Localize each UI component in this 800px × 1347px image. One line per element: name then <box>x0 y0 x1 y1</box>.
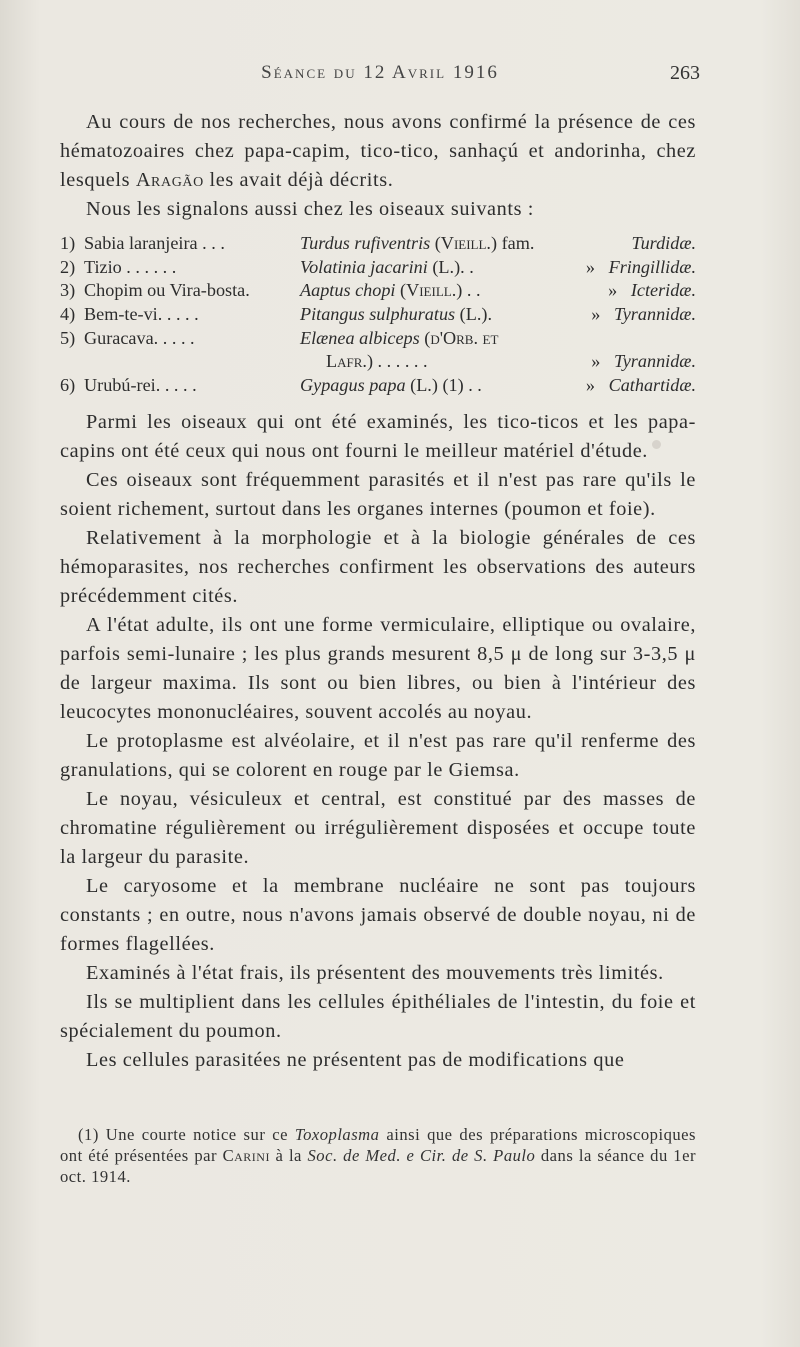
paragraph: Ils se multiplient dans les cellules épithéliales de l'intestin, du foie et spécialement du poumon. <box>60 990 696 1042</box>
footnote-term: Toxoplasma <box>294 1125 380 1144</box>
bird-common-name <box>84 327 195 351</box>
bird-author: (Vieill.) <box>434 233 498 253</box>
bird-latin-name <box>300 327 498 351</box>
leader-dots: . . . . <box>166 304 199 325</box>
text-span: Au cours de nos recherches, nous avons confirmé la présence de ces hématozoaires chez papa-capim, tico-tico, sanhaçú et andorinha, chez lesquels <box>60 111 696 191</box>
family-marker: » <box>591 351 601 372</box>
text-span: Gypagus papa <box>300 375 411 396</box>
text-span: Icteridæ. <box>630 280 696 301</box>
bird-number: 2) <box>60 256 76 277</box>
text-span: Turdus rufiventris <box>300 233 435 253</box>
bird-family <box>591 303 696 327</box>
text-span: ainsi que des préparations microscopiques ont été présentées par <box>60 1125 696 1165</box>
footnote-journal: Soc. de Med. e Cir. de S. Paulo <box>307 1146 536 1165</box>
text-span: Chopim ou Vira-bosta. <box>84 280 250 301</box>
bird-common-name <box>84 232 225 256</box>
main-text <box>60 108 696 1075</box>
family-marker: fam. <box>497 233 535 253</box>
leader-dots: . . . . <box>162 327 195 348</box>
text-span: Bem-te-vi. <box>84 304 163 325</box>
text-span: Guracava. <box>84 327 159 348</box>
bird-latin-name <box>300 303 492 327</box>
bird-row <box>60 374 696 398</box>
bird-row <box>60 327 696 351</box>
author-name: Aragão <box>135 169 204 191</box>
footnote-text <box>60 1124 696 1187</box>
bird-family <box>608 279 696 303</box>
text-span: Fringillidæ. <box>608 256 696 277</box>
text-span: Sabia laranjeira <box>84 233 198 253</box>
text-span: Pitangus sulphuratus <box>300 304 460 325</box>
paragraph: Ces oiseaux sont fréquemment parasités et il n'est pas rare qu'ils le soient richement, surtout dans les organes internes (poumon et foie). <box>60 468 696 520</box>
bird-family <box>591 350 696 374</box>
bird-author: (Vieill.) . . <box>400 280 481 301</box>
bird-common-name <box>84 256 176 280</box>
text-span: (1) Une courte notice sur ce <box>78 1125 295 1144</box>
paragraph: Le protoplasme est alvéolaire, et il n'est pas rare qu'il renferme des granulations, qui se colorent en rouge par le Giemsa. <box>60 729 696 781</box>
paragraph: Examinés à l'état frais, ils présentent des mouvements très limités. <box>86 961 664 984</box>
family-marker: » <box>591 304 601 325</box>
paragraph: A l'état adulte, ils ont une forme vermiculaire, elliptique ou ovalaire, parfois semi-lunaire ; les plus grands mesurent 8,5 μ de long sur 3-3,5 μ de largeur maxima. Ils sont ou bien libres, ou bien à l'intérieur des leucocytes mononucléaires, souvent accolés au noyau. <box>60 613 696 723</box>
family-marker: » <box>585 375 595 396</box>
leader-dots: . . . . . . <box>126 256 177 277</box>
bird-number: 5) <box>60 327 76 348</box>
bird-list <box>60 224 696 408</box>
bird-author: Lafr.) . . . . . . <box>326 351 428 372</box>
bird-latin-name <box>300 374 482 398</box>
footnote-author: Carini <box>222 1146 270 1165</box>
ink-spot <box>652 440 661 449</box>
text-span: Tyrannidæ. <box>613 351 696 372</box>
paragraph: Parmi les oiseaux qui ont été examinés, les tico-ticos et les papa-capins ont été ceux qui nous ont fourni le meilleur matériel d'étude. <box>60 410 696 462</box>
paragraph-list-intro: Nous les signalons aussi chez les oiseaux suivants : <box>86 198 535 220</box>
bird-row <box>60 232 696 256</box>
paragraph: Le caryosome et la membrane nucléaire ne sont pas toujours constants ; en outre, nous n'avons jamais observé de double noyau, ni de formes flagellées. <box>60 874 696 955</box>
paragraph: Les cellules parasitées ne présentent pas de modifications que <box>86 1048 625 1071</box>
bird-latin-name <box>326 350 428 374</box>
bird-number: 3) <box>60 280 76 301</box>
text-span: Elænea albiceps <box>300 327 425 348</box>
text-span: Urubú-rei. <box>84 375 161 396</box>
bird-row <box>60 279 696 303</box>
bird-common-name <box>84 374 197 398</box>
bird-common-name <box>84 279 250 303</box>
leader-dots: . . . <box>202 233 225 253</box>
bird-number: 1) <box>60 233 76 253</box>
paragraph: Relativement à la morphologie et à la biologie générales de ces hémoparasites, nos recherches confirment les observations des auteurs précédemment cités. <box>60 526 696 607</box>
bird-family <box>586 374 696 398</box>
bird-family <box>586 256 696 280</box>
bird-latin-name <box>300 256 474 280</box>
bird-author: (d'Orb. et <box>424 327 499 348</box>
bird-author: (L.). . <box>432 256 474 277</box>
text-span: les avait déjà décrits. <box>203 169 394 191</box>
text-span: Tyrannidæ. <box>613 304 696 325</box>
bird-author: (L.) (1) . . <box>410 375 482 396</box>
text-span: Aaptus chopi <box>300 280 401 301</box>
page-header <box>60 62 700 92</box>
page-number: 263 <box>670 62 700 84</box>
bird-latin-name <box>300 232 534 256</box>
bird-family: Turdidæ. <box>631 233 696 253</box>
bird-row <box>60 256 696 280</box>
bird-common-name <box>84 303 199 327</box>
paragraph-intro <box>60 108 696 195</box>
text-span: à la <box>269 1146 308 1165</box>
paragraph: Le noyau, vésiculeux et central, est constitué par des masses de chromatine régulièrement ou irrégulièrement disposées et occupe toute la largeur du parasite. <box>60 787 696 868</box>
text-span: dans la séance du 1er oct. 1914. <box>60 1146 696 1186</box>
running-head: Séance du 12 Avril 1916 <box>261 62 499 83</box>
bird-row <box>60 303 696 327</box>
family-marker: » <box>585 256 595 277</box>
leader-dots: . . . . <box>164 375 197 396</box>
bird-number: 4) <box>60 304 76 325</box>
text-span: Volatinia jacarini <box>300 256 433 277</box>
text-span: Tizio <box>84 256 122 277</box>
text-span: Cathartidæ. <box>608 375 696 396</box>
bird-latin-name <box>300 279 481 303</box>
bird-row <box>60 350 696 374</box>
bird-author: (L.). <box>459 304 492 325</box>
family-marker: » <box>608 280 618 301</box>
footnote <box>60 1124 696 1187</box>
bird-number: 6) <box>60 375 76 396</box>
